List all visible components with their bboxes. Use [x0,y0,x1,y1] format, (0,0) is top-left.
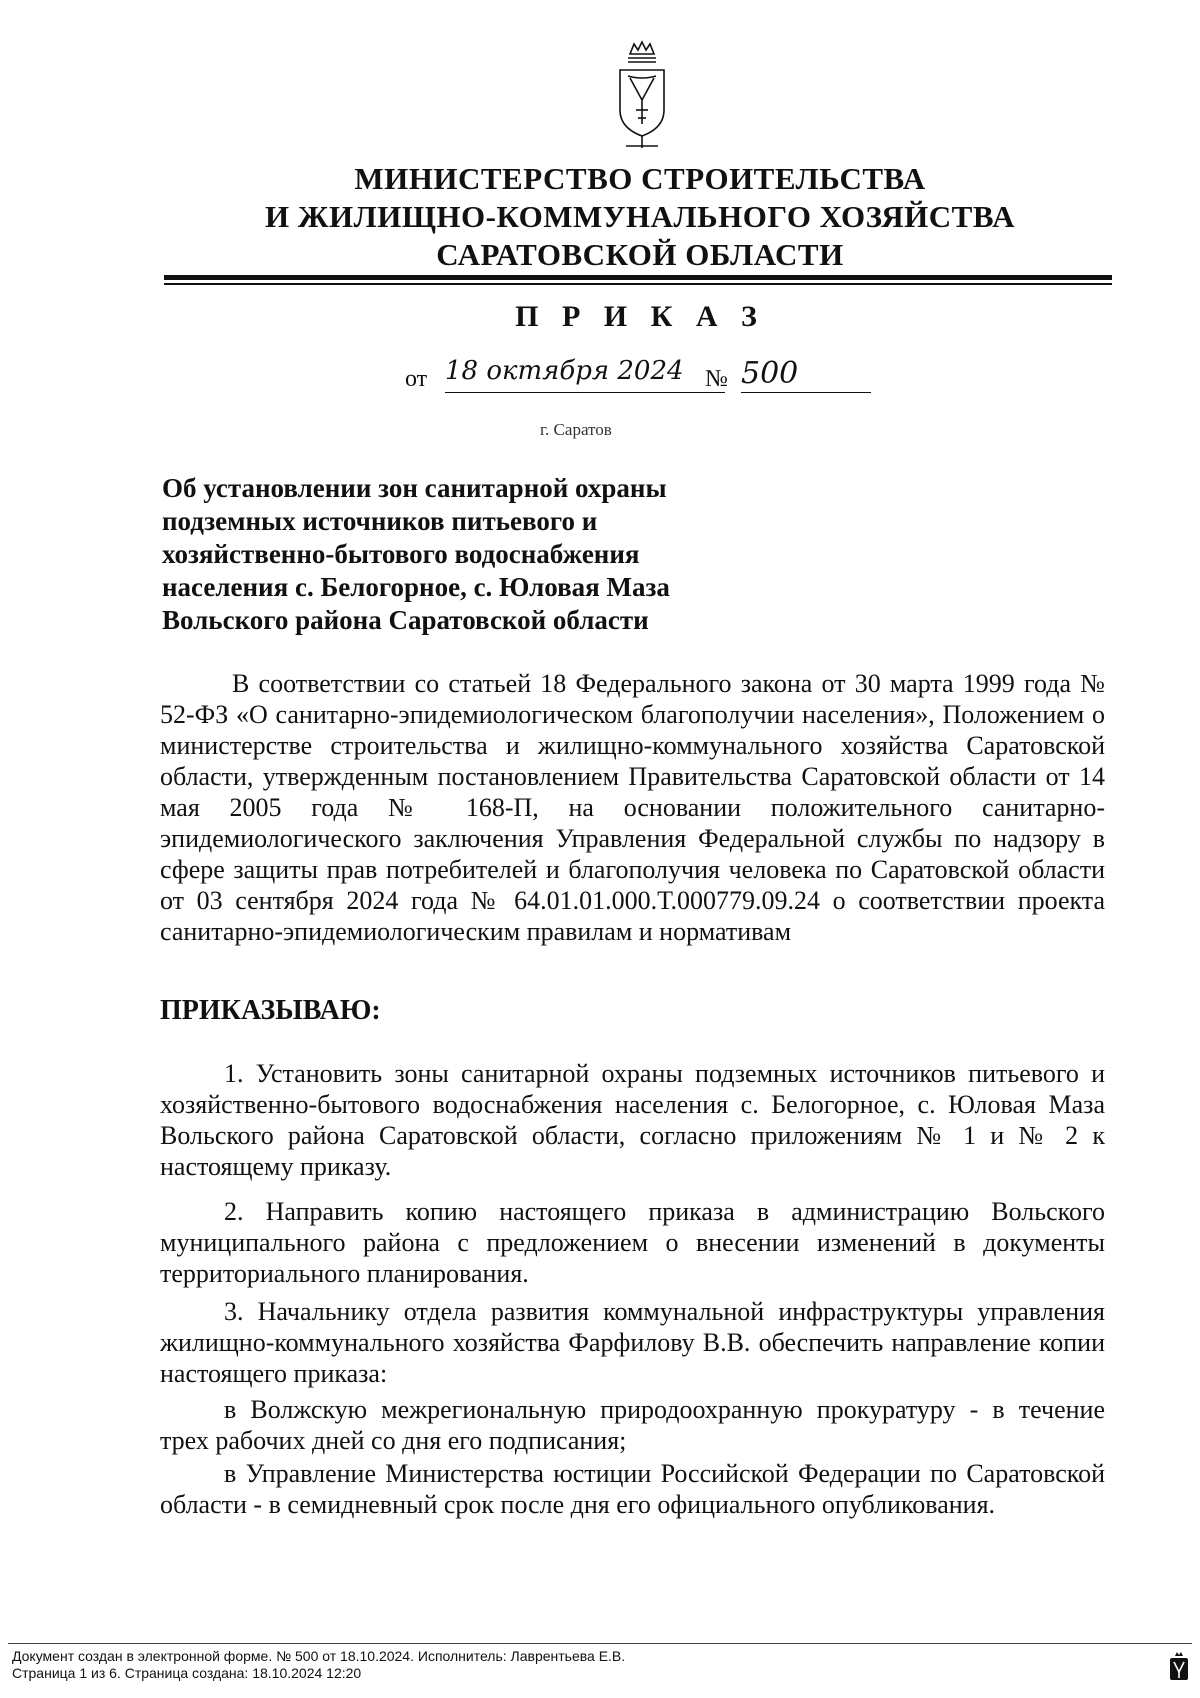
order-subject [162,472,722,637]
order-date-number-line [405,356,885,396]
ministry-line-2: И ЖИЛИЩНО-КОММУНАЛЬНОГО ХОЗЯЙСТВА [265,199,1015,234]
recipient-2: в Управление Министерства юстиции Российской Федерации по Саратовской области - в семидневный срок после дня его официального опубликования. [160,1459,1105,1519]
subject-line-1: Об установлении зон санитарной охраны [162,473,667,503]
order-number-handwritten: 500 [741,356,871,393]
subject-line-3: хозяйственно-бытового водоснабжения [162,539,640,569]
ministry-line-1: МИНИСТЕРСТВО СТРОИТЕЛЬСТВА [354,161,926,196]
ministry-line-3: САРАТОВСКОЙ ОБЛАСТИ [436,237,844,272]
order-date-handwritten: 18 октября 2024 [445,356,725,393]
subject-line-2: подземных источников питьевого и [162,506,598,536]
header-divider-thick [164,275,1112,280]
footer-line-2: Страница 1 из 6. Страница создана: 18.10.2024 12:20 [12,1665,362,1681]
saratov-emblem-small-icon [1168,1650,1190,1684]
order-title: П Р И К А З [515,300,765,333]
subject-line-5: Вольского района Саратовской области [162,605,649,635]
city-label: г. Саратов [540,420,612,439]
saratov-coat-of-arms-icon [612,40,672,152]
preamble-paragraph: В соответствии со статьей 18 Федерального закона от 30 марта 1999 года № 52-ФЗ «О санитарно-эпидемиологическом благополучии населения», Положением о министерстве строительства и жилищно-коммунального хозяйства Саратовской области, утвержденным постановлением Правительства Саратовской области от 14 мая 2005 года № 168-П, на основании положительного санитарно-эпидемиологического заключения Управления Федеральной службы по надзору в сфере защиты прав потребителей и благополучия человека по Саратовской области от 03 сентября 2024 года № 64.01.01.000.Т.000779.09.24 о соответствии проекта санитарно-эпидемиологическим правилам и нормативам [160,669,1105,946]
recipient-1: в Волжскую межрегиональную природоохранную прокуратуру - в течение трех рабочих дней со дня его подписания; [160,1395,1105,1455]
paragraph-2: 2. Направить копию настоящего приказа в администрацию Вольского муниципального района с предложением о внесении изменений в документы территориального планирования. [160,1197,1105,1288]
date-prefix: от [405,366,428,392]
orders-word: ПРИКАЗЫВАЮ: [160,995,381,1026]
footer-line-1: Документ создан в электронной форме. № 500 от 18.10.2024. Исполнитель: Лаврентьева Е.В. [12,1648,626,1664]
header-divider-thin [164,283,1112,285]
ministry-name [200,160,1080,274]
paragraph-3: 3. Начальнику отдела развития коммунальной инфраструктуры управления жилищно-коммунального хозяйства Фарфилову В.В. обеспечить направление копии настоящего приказа: [160,1297,1105,1388]
number-prefix: № [705,366,728,392]
subject-line-4: населения с. Белогорное, с. Юловая Маза [162,572,670,602]
footer-divider [8,1643,1192,1644]
footer [12,1648,625,1682]
paragraph-1: 1. Установить зоны санитарной охраны подземных источников питьевого и хозяйственно-бытового водоснабжения населения с. Белогорное, с. Юловая Маза Вольского района Саратовской области, согласно приложениям № 1 и № 2 к настоящему приказу. [160,1059,1105,1181]
